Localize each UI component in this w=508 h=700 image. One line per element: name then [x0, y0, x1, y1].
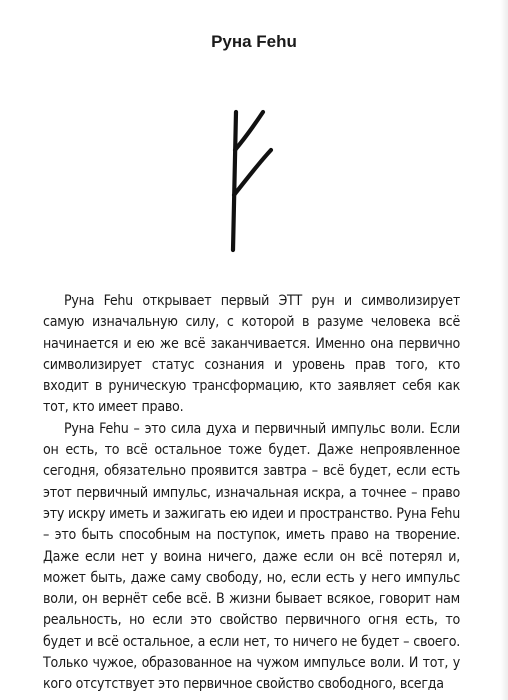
- fehu-rune-icon: [205, 100, 285, 260]
- paragraph: Руна Fehu открывает первый ЭТТ рун и символизирует самую изначальную силу, с которой в разуме человека всё начинается и ею же всё заканчивается. Именно она первично символизирует статус сознания и уровень прав того, кто входит в руническую трансформацию, кто заявляет себя как тот, кто имеет право.: [43, 293, 460, 416]
- page-edge: [500, 0, 508, 700]
- rune-upper-branch: [235, 112, 263, 150]
- rune-lower-branch: [234, 150, 271, 195]
- page-title: Руна Fehu: [211, 32, 297, 51]
- rune-stave: [233, 112, 236, 250]
- paragraph: Руна Fehu – это сила духа и первичный импульс воли. Если он есть, то всё остальное тоже будет. Даже непроявленное сегодня, обязательно проявится завтра – всё будет, если есть этот первичный импульс, изначальная искра, а точнее – право эту искру иметь и зажигать ею идеи и пространство. Руна Fehu – это быть способным на поступок, иметь право на творение. Даже если нет у воина ничего, даже если он всё потерял и, может быть, даже саму свободу, но, если есть у него импульс воли, он вернёт себе всё. В жизни бывает всякое, говорит нам реальность, но если это свойство первичного огня есть, то будет и всё остальное, а если нет, то ничего не будет – своего. Только чужое, образованное на чужом импульсе воли. И тот, у кого отсутствует это первичное свойство свободного, всегда: [43, 420, 460, 693]
- body-text: [43, 291, 460, 696]
